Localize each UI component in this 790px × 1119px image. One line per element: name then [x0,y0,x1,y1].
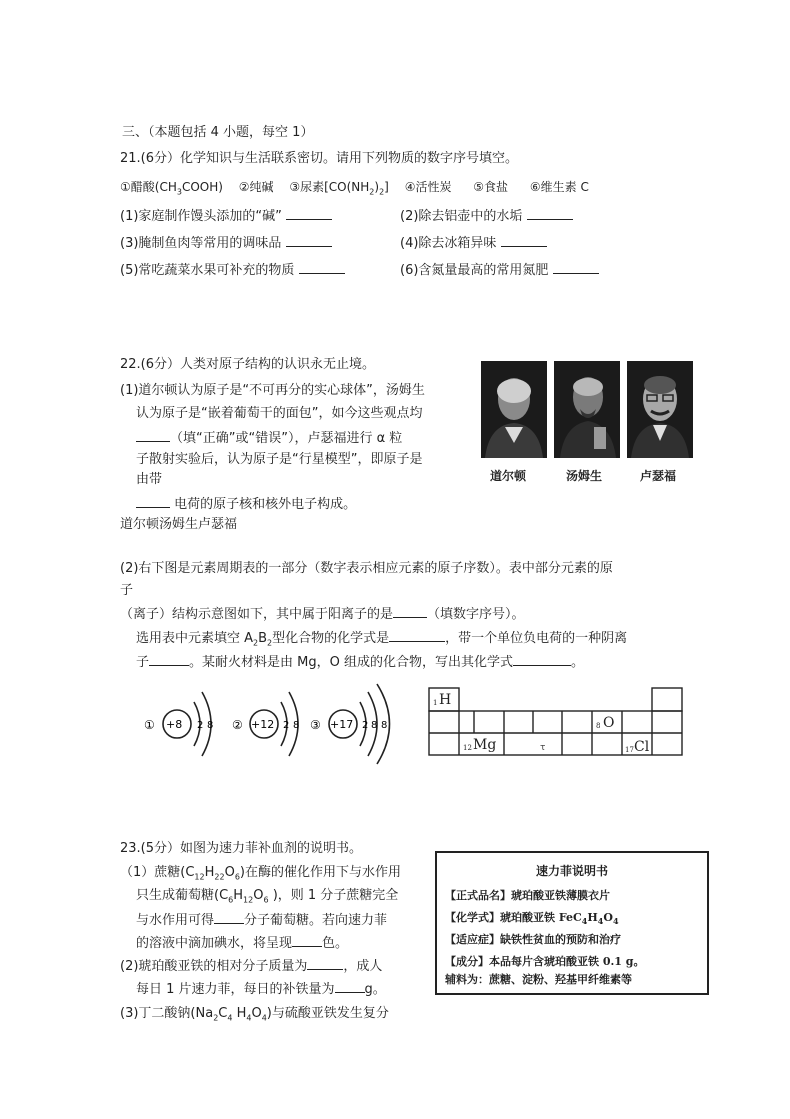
q22-p1-line5: 由带 [136,472,163,487]
q22-p2-line3: （离子）结构示意图如下，其中属于阳离子的是 （填数字序号）。 [120,604,525,624]
svg-text:8: 8 [596,722,601,730]
svg-text:17: 17 [625,746,634,754]
substance-5: ⑤食盐 [473,180,509,194]
periodic-table-fragment [428,686,688,758]
mark-symbol: τ [540,743,546,753]
q22-p2-line1: (2)右下图是元素周期表的一部分（数字表示相应元素的原子序数）。表中部分元素的原 [120,561,613,576]
svg-text:12: 12 [463,744,472,752]
svg-text:①: ① [144,718,155,732]
q21-title: 21.(6分）化学知识与生活联系密切。请用下列物质的数字序号填空。 [120,151,519,166]
q22-title: 22.(6分）人类对原子结构的认识永无止境。 [120,357,376,372]
answer-blank[interactable] [149,652,189,666]
q22-p1-line3: （填“正确”或“错误”），卢瑟福进行 α 粒 [136,428,402,448]
answer-blank[interactable] [553,260,599,274]
manual-title: 速力菲说明书 [535,864,608,878]
substance-2: ②纯碱 [238,180,274,194]
q23-line7: (3)丁二酸钠($Na_2C_4$ $H_4O_4$)与硫酸亚铁发生复分 [120,1006,389,1023]
answer-blank[interactable] [389,628,445,642]
answer-blank[interactable] [501,233,547,247]
svg-text:8: 8 [293,720,300,731]
manual-line-ingredients: 【成分】本品每片含琥珀酸亚铁 0.1 g。 [445,955,645,968]
answer-blank[interactable] [136,494,170,508]
atom-diagram-1 [144,692,213,756]
answer-blank[interactable] [393,604,427,618]
portrait-rutherford [627,361,693,458]
q22-p1-line4: 子散射实验后，认为原子是“行星模型”，即原子是 [136,452,423,467]
svg-text:Mg: Mg [473,737,497,753]
manual-line-excipients: 辅料为：蔗糖、淀粉、羟基甲纤维素等 [445,973,632,986]
element-cell-o [596,715,614,731]
svg-text:2: 2 [197,720,204,731]
q21-item-4: (4)除去冰箱异味 [400,233,547,253]
substance-1: ①醋酸$(CH_3COOH)$ [120,180,223,197]
q23-line6: 每日 1 片速力菲，每日的补铁量为 g。 [136,979,386,999]
q21-item-3: (3)腌制鱼肉等常用的调味品 [120,233,332,253]
person-silhouette-icon [554,361,620,458]
answer-blank[interactable] [286,206,332,220]
manual-line-name: 【正式品名】琥珀酸亚铁薄膜衣片 [445,889,610,902]
answer-blank[interactable] [214,910,244,924]
portrait-dalton [481,361,547,458]
svg-text:8: 8 [371,720,378,731]
svg-text:Cl: Cl [634,739,650,755]
manual-line-formula: 【化学式】琥珀酸亚铁 $FeC_4H_4O_4$ [445,911,619,927]
q22-p1-line2: 认为原子是“嵌着葡萄干的面包”，如今这些观点均 [136,406,423,421]
answer-blank[interactable] [292,933,322,947]
person-silhouette-icon [481,361,547,458]
person-silhouette-icon [627,361,693,458]
q21-item-5: (5)常吃蔬菜水果可补充的物质 [120,260,345,280]
q21-item-2: (2)除去铝壶中的水垢 [400,206,573,226]
manual-line-indication: 【适应症】缺铁性贫血的预防和治疗 [445,933,621,946]
substance-4: ④活性炭 [404,180,452,194]
svg-text:O: O [603,715,615,731]
svg-text:③: ③ [310,718,321,732]
section-heading: 三、（本题包括 4 小题，每空 1） [122,125,314,140]
q22-p2-line4: 选用表中元素填空 $A_2B_2$型化合物的化学式是 ，带一个单位负电荷的一种阴离 [136,628,627,648]
svg-text:H: H [439,692,452,708]
answer-blank[interactable] [527,206,573,220]
q22-p2-line5: 子 。某耐火材料是由 Mg，O 组成的化合物，写出其化学式 。 [136,652,584,672]
element-cell-h [433,692,451,708]
q21-substances [120,178,589,196]
portrait-label-thomson: 汤姆生 [566,469,603,483]
q22-caption-line: 道尔顿汤姆生卢瑟福 [120,517,238,532]
svg-text:+12: +12 [251,718,275,731]
answer-blank[interactable] [286,233,332,247]
svg-text:2: 2 [362,720,369,731]
answer-blank[interactable] [307,956,343,970]
answer-blank[interactable] [513,652,571,666]
portrait-thomson [554,361,620,458]
q23-title: 23.(5分）如图为速力菲补血剂的说明书。 [120,841,363,856]
q22-p1-line1: (1)道尔顿认为原子是“不可再分的实心球体”，汤姆生 [120,383,425,398]
portrait-label-dalton: 道尔顿 [490,469,527,483]
answer-blank[interactable] [299,260,345,274]
element-cell-cl [625,739,650,755]
q22-p1-line6: 电荷的原子核和核外电子构成。 [136,494,356,514]
answer-blank[interactable] [136,428,170,442]
medication-manual [435,851,709,995]
element-cell-mg [463,737,496,753]
substance-3: ③尿素$[CO(NH_2)_2]$ [289,180,389,197]
q23-line1: （1）蔗糖$(C_{12}H_{22}O_6)$在酶的催化作用下与水作用 [120,865,401,882]
atom-diagram-2 [232,692,299,756]
portrait-label-rutherford: 卢瑟福 [640,469,677,483]
svg-text:+8: +8 [166,718,183,731]
atom-diagram-3 [310,684,390,764]
svg-text:8: 8 [207,720,214,731]
svg-text:②: ② [232,718,243,732]
q23-line5: (2)琥珀酸亚铁的相对分子质量为 ，成人 [120,956,382,976]
q21-item-6: (6)含氮量最高的常用氮肥 [400,260,599,280]
q23-line4: 的溶液中滴加碘水，将呈现 色。 [136,933,348,953]
answer-blank[interactable] [335,979,365,993]
q23-line2: 只生成葡萄糖($C_6H_{12}O_6$ )，则 1 分子蔗糖完全 [136,888,399,905]
atomic-structure-diagrams [140,676,420,772]
svg-text:8: 8 [381,720,388,731]
svg-text:2: 2 [283,720,290,731]
q21-item-1: (1)家庭制作馒头添加的“碱” [120,206,332,226]
q22-p2-line2: 子 [120,583,134,598]
svg-text:1: 1 [433,699,438,707]
substance-6: ⑥维生素 C [529,180,589,194]
svg-text:+17: +17 [330,718,354,731]
q23-line3: 与水作用可得 分子葡萄糖。若向速力菲 [136,910,387,930]
